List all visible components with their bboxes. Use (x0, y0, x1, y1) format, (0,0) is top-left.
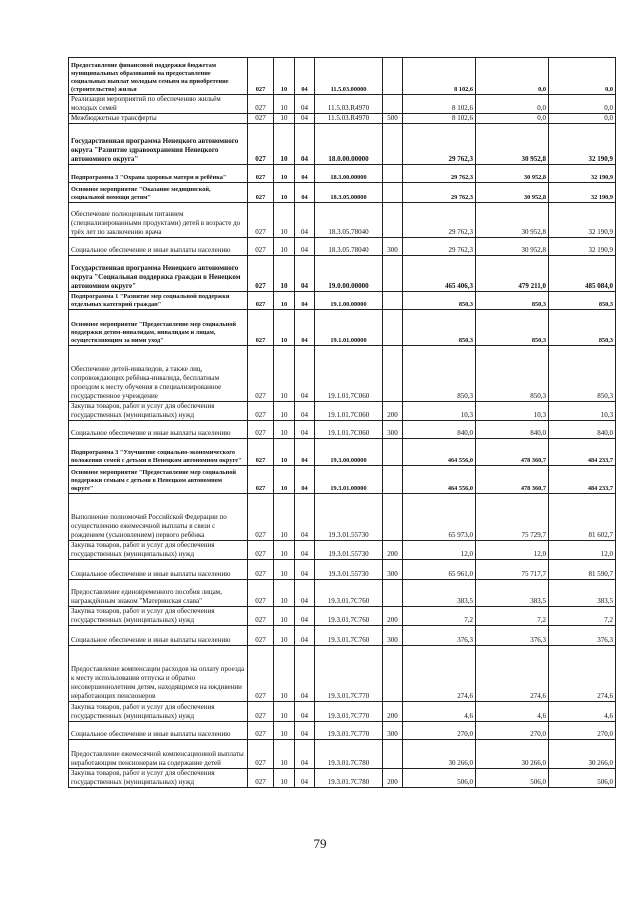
amount-year2-cell: 75 717,7 (476, 560, 549, 580)
subsection-code-cell: 04 (295, 95, 315, 114)
table-row (69, 183, 616, 203)
section-code-cell: 10 (274, 769, 295, 788)
subsection-code-cell: 04 (295, 702, 315, 722)
row-name-cell: Закупка товаров, работ и услуг для обеспечения государственных (муниципальных) нужд (69, 607, 248, 626)
expense-type-cell: 200 (383, 607, 403, 626)
amount-year3-cell: 850,3 (549, 292, 616, 310)
subsection-code-cell: 04 (295, 421, 315, 439)
amount-year2-cell: 30 952,8 (476, 238, 549, 256)
target-article-cell: 11.5.03.R4970 (315, 95, 383, 114)
amount-year2-cell: 850,3 (476, 292, 549, 310)
table-row (69, 580, 616, 607)
section-code-cell: 10 (274, 114, 295, 124)
expense-type-cell: 500 (383, 114, 403, 124)
amount-year2-cell: 479 211,0 (476, 256, 549, 292)
subsection-code-cell: 04 (295, 722, 315, 740)
expense-type-cell (383, 256, 403, 292)
amount-year1-cell: 4,6 (403, 702, 476, 722)
table-row (69, 722, 616, 740)
amount-year3-cell: 32 190,9 (549, 238, 616, 256)
row-name-cell: Социальное обеспечение и иные выплаты населению (69, 238, 248, 256)
amount-year2-cell: 478 360,7 (476, 466, 549, 494)
target-article-cell: 19.3.01.7C770 (315, 646, 383, 702)
amount-year2-cell: 4,6 (476, 702, 549, 722)
table-row (69, 165, 616, 183)
expense-type-cell (383, 580, 403, 607)
table-row (69, 740, 616, 769)
admin-code-cell: 027 (248, 183, 274, 203)
amount-year3-cell: 850,3 (549, 310, 616, 346)
row-name-cell: Социальное обеспечение и иные выплаты населению (69, 626, 248, 646)
amount-year3-cell: 0,0 (549, 95, 616, 114)
row-name-cell: Закупка товаров, работ и услуг для обеспечения государственных (муниципальных) нужд (69, 702, 248, 722)
amount-year1-cell: 850,3 (403, 346, 476, 402)
amount-year3-cell: 840,0 (549, 421, 616, 439)
admin-code-cell: 027 (248, 769, 274, 788)
target-article-cell: 18.3.00.00000 (315, 165, 383, 183)
expense-type-cell (383, 183, 403, 203)
amount-year2-cell: 478 360,7 (476, 439, 549, 466)
admin-code-cell: 027 (248, 722, 274, 740)
amount-year1-cell: 65 961,0 (403, 560, 476, 580)
subsection-code-cell: 04 (295, 769, 315, 788)
subsection-code-cell: 04 (295, 58, 315, 95)
amount-year2-cell: 12,0 (476, 541, 549, 560)
row-name-cell: Социальное обеспечение и иные выплаты населению (69, 560, 248, 580)
subsection-code-cell: 04 (295, 402, 315, 421)
expense-type-cell: 300 (383, 238, 403, 256)
amount-year3-cell: 376,3 (549, 626, 616, 646)
amount-year3-cell: 7,2 (549, 607, 616, 626)
expense-type-cell: 200 (383, 541, 403, 560)
amount-year3-cell: 12,0 (549, 541, 616, 560)
admin-code-cell: 027 (248, 238, 274, 256)
amount-year3-cell: 4,6 (549, 702, 616, 722)
section-code-cell: 10 (274, 740, 295, 769)
target-article-cell: 19.3.01.7C780 (315, 740, 383, 769)
admin-code-cell: 027 (248, 256, 274, 292)
table-row (69, 702, 616, 722)
expense-type-cell (383, 310, 403, 346)
amount-year1-cell: 10,3 (403, 402, 476, 421)
table-row (69, 421, 616, 439)
row-name-cell: Подпрограмма 3 "Охрана здоровья матери и ребёнка" (69, 165, 248, 183)
admin-code-cell: 027 (248, 402, 274, 421)
row-name-cell: Подпрограмма 3 "Улучшение социально-экономического положения семей с детьми в Ненецком автономном округе" (69, 439, 248, 466)
admin-code-cell: 027 (248, 439, 274, 466)
section-code-cell: 10 (274, 560, 295, 580)
amount-year2-cell: 7,2 (476, 607, 549, 626)
section-code-cell: 10 (274, 165, 295, 183)
target-article-cell: 18.3.05.78040 (315, 203, 383, 238)
amount-year1-cell: 465 406,3 (403, 256, 476, 292)
expense-type-cell: 300 (383, 626, 403, 646)
admin-code-cell: 027 (248, 421, 274, 439)
admin-code-cell: 027 (248, 346, 274, 402)
section-code-cell: 10 (274, 439, 295, 466)
admin-code-cell: 027 (248, 494, 274, 541)
admin-code-cell: 027 (248, 203, 274, 238)
target-article-cell: 19.3.01.7C780 (315, 769, 383, 788)
amount-year2-cell: 30 952,8 (476, 183, 549, 203)
section-code-cell: 10 (274, 646, 295, 702)
amount-year3-cell: 484 233,7 (549, 439, 616, 466)
subsection-code-cell: 04 (295, 346, 315, 402)
table-row (69, 402, 616, 421)
table-row (69, 58, 616, 95)
amount-year1-cell: 8 102,6 (403, 95, 476, 114)
row-name-cell: Закупка товаров, работ и услуг для обеспечения государственных (муниципальных) нужд (69, 769, 248, 788)
row-name-cell: Обеспечение полноценным питанием (специализированными продуктами) детей в возрасте до трёх лет по заключению врача (69, 203, 248, 238)
amount-year2-cell: 30 952,8 (476, 203, 549, 238)
admin-code-cell: 027 (248, 646, 274, 702)
amount-year2-cell: 850,3 (476, 310, 549, 346)
amount-year3-cell: 32 190,9 (549, 165, 616, 183)
amount-year2-cell: 0,0 (476, 58, 549, 95)
target-article-cell: 19.3.01.7C760 (315, 607, 383, 626)
row-name-cell: Предоставление ежемесячной компенсационной выплаты неработающим пенсионерам на содержание детей (69, 740, 248, 769)
admin-code-cell: 027 (248, 124, 274, 165)
row-name-cell: Выполнение полномочий Российской Федерации по осуществлению ежемесячной выплаты в связи с рождением (усыновлением) первого ребёнка (69, 494, 248, 541)
subsection-code-cell: 04 (295, 646, 315, 702)
row-name-cell: Предоставление единовременного пособия лицам, награждённым знаком "Материнская слава" (69, 580, 248, 607)
expense-type-cell (383, 646, 403, 702)
subsection-code-cell: 04 (295, 183, 315, 203)
admin-code-cell: 027 (248, 580, 274, 607)
admin-code-cell: 027 (248, 560, 274, 580)
budget-table-sheet (68, 57, 616, 788)
table-row (69, 203, 616, 238)
row-name-cell: Основное мероприятие "Оказание медицинской, социальной помощи детям" (69, 183, 248, 203)
subsection-code-cell: 04 (295, 124, 315, 165)
row-name-cell: Основное мероприятие "Предоставление мер социальной поддержки семьям с детьми в Ненецком автономном округе" (69, 466, 248, 494)
amount-year3-cell: 32 190,9 (549, 203, 616, 238)
target-article-cell: 19.3.01.7C760 (315, 580, 383, 607)
amount-year2-cell: 10,3 (476, 402, 549, 421)
table-row (69, 256, 616, 292)
subsection-code-cell: 04 (295, 607, 315, 626)
section-code-cell: 10 (274, 238, 295, 256)
expense-type-cell (383, 124, 403, 165)
section-code-cell: 10 (274, 124, 295, 165)
admin-code-cell: 027 (248, 292, 274, 310)
admin-code-cell: 027 (248, 165, 274, 183)
admin-code-cell: 027 (248, 310, 274, 346)
subsection-code-cell: 04 (295, 740, 315, 769)
amount-year2-cell: 0,0 (476, 114, 549, 124)
amount-year1-cell: 65 973,0 (403, 494, 476, 541)
section-code-cell: 10 (274, 466, 295, 494)
expense-type-cell: 200 (383, 702, 403, 722)
amount-year2-cell: 506,0 (476, 769, 549, 788)
admin-code-cell: 027 (248, 626, 274, 646)
amount-year2-cell: 30 952,8 (476, 124, 549, 165)
target-article-cell: 18.3.05.00000 (315, 183, 383, 203)
admin-code-cell: 027 (248, 114, 274, 124)
amount-year1-cell: 7,2 (403, 607, 476, 626)
row-name-cell: Обеспечение детей-инвалидов, а также лиц, сопровождающих ребёнка-инвалида, бесплатным проездом к месту обучения в специализированное государственное учреждение (69, 346, 248, 402)
section-code-cell: 10 (274, 494, 295, 541)
subsection-code-cell: 04 (295, 165, 315, 183)
amount-year1-cell: 274,6 (403, 646, 476, 702)
subsection-code-cell: 04 (295, 580, 315, 607)
amount-year1-cell: 376,3 (403, 626, 476, 646)
section-code-cell: 10 (274, 722, 295, 740)
subsection-code-cell: 04 (295, 541, 315, 560)
table-row (69, 560, 616, 580)
table-row (69, 646, 616, 702)
amount-year2-cell: 383,5 (476, 580, 549, 607)
section-code-cell: 10 (274, 183, 295, 203)
expense-type-cell (383, 95, 403, 114)
target-article-cell: 18.0.00.00000 (315, 124, 383, 165)
amount-year3-cell: 30 266,0 (549, 740, 616, 769)
expense-type-cell (383, 203, 403, 238)
target-article-cell: 19.1.01.7C060 (315, 421, 383, 439)
table-row (69, 466, 616, 494)
amount-year1-cell: 29 762,3 (403, 183, 476, 203)
row-name-cell: Государственная программа Ненецкого автономного округа "Развитие здравоохранения Ненецкого автономного округа" (69, 124, 248, 165)
row-name-cell: Основное мероприятие "Предоставление мер социальной поддержки детям-инвалидам, инвалидам и лицам, осуществляющим за ними уход" (69, 310, 248, 346)
amount-year1-cell: 464 556,0 (403, 466, 476, 494)
amount-year2-cell: 274,6 (476, 646, 549, 702)
amount-year3-cell: 485 084,0 (549, 256, 616, 292)
amount-year2-cell: 30 952,8 (476, 165, 549, 183)
amount-year1-cell: 12,0 (403, 541, 476, 560)
section-code-cell: 10 (274, 256, 295, 292)
amount-year2-cell: 850,3 (476, 346, 549, 402)
amount-year2-cell: 840,0 (476, 421, 549, 439)
subsection-code-cell: 04 (295, 203, 315, 238)
subsection-code-cell: 04 (295, 494, 315, 541)
table-row (69, 494, 616, 541)
amount-year3-cell: 484 233,7 (549, 466, 616, 494)
target-article-cell: 19.3.01.55730 (315, 560, 383, 580)
amount-year2-cell: 75 729,7 (476, 494, 549, 541)
table-row (69, 114, 616, 124)
amount-year3-cell: 32 190,9 (549, 124, 616, 165)
amount-year1-cell: 270,0 (403, 722, 476, 740)
amount-year3-cell: 506,0 (549, 769, 616, 788)
amount-year3-cell: 0,0 (549, 58, 616, 95)
amount-year1-cell: 8 102,6 (403, 58, 476, 95)
amount-year2-cell: 30 266,0 (476, 740, 549, 769)
table-row (69, 238, 616, 256)
amount-year3-cell: 270,0 (549, 722, 616, 740)
amount-year2-cell: 376,3 (476, 626, 549, 646)
amount-year1-cell: 8 102,6 (403, 114, 476, 124)
target-article-cell: 19.1.01.00000 (315, 310, 383, 346)
row-name-cell: Социальное обеспечение и иные выплаты населению (69, 722, 248, 740)
section-code-cell: 10 (274, 607, 295, 626)
admin-code-cell: 027 (248, 607, 274, 626)
target-article-cell: 19.3.01.7C760 (315, 626, 383, 646)
target-article-cell: 19.3.01.00000 (315, 466, 383, 494)
amount-year1-cell: 29 762,3 (403, 165, 476, 183)
amount-year3-cell: 81 602,7 (549, 494, 616, 541)
admin-code-cell: 027 (248, 95, 274, 114)
target-article-cell: 19.1.01.7C060 (315, 402, 383, 421)
target-article-cell: 19.3.01.7C770 (315, 722, 383, 740)
expense-type-cell (383, 292, 403, 310)
subsection-code-cell: 04 (295, 626, 315, 646)
section-code-cell: 10 (274, 580, 295, 607)
amount-year3-cell: 32 190,9 (549, 183, 616, 203)
amount-year2-cell: 270,0 (476, 722, 549, 740)
target-article-cell: 11.5.03.00000 (315, 58, 383, 95)
section-code-cell: 10 (274, 310, 295, 346)
section-code-cell: 10 (274, 95, 295, 114)
expense-type-cell: 200 (383, 402, 403, 421)
amount-year1-cell: 850,3 (403, 310, 476, 346)
amount-year1-cell: 383,5 (403, 580, 476, 607)
expense-type-cell (383, 466, 403, 494)
section-code-cell: 10 (274, 292, 295, 310)
table-row (69, 124, 616, 165)
row-name-cell: Государственная программа Ненецкого автономного округа "Социальная поддержка граждан в Ненецком автономном округе" (69, 256, 248, 292)
table-row (69, 439, 616, 466)
section-code-cell: 10 (274, 203, 295, 238)
target-article-cell: 19.3.01.55730 (315, 494, 383, 541)
subsection-code-cell: 04 (295, 292, 315, 310)
section-code-cell: 10 (274, 702, 295, 722)
target-article-cell: 19.3.01.55730 (315, 541, 383, 560)
admin-code-cell: 027 (248, 702, 274, 722)
amount-year1-cell: 850,3 (403, 292, 476, 310)
expense-type-cell (383, 439, 403, 466)
section-code-cell: 10 (274, 421, 295, 439)
row-name-cell: Закупка товаров, работ и услуг для обеспечения государственных (муниципальных) нужд (69, 402, 248, 421)
amount-year1-cell: 29 762,3 (403, 203, 476, 238)
table-row (69, 626, 616, 646)
row-name-cell: Подпрограмма 1 "Развитие мер социальной поддержки отдельных категорий граждан" (69, 292, 248, 310)
subsection-code-cell: 04 (295, 310, 315, 346)
admin-code-cell: 027 (248, 466, 274, 494)
expense-type-cell (383, 494, 403, 541)
subsection-code-cell: 04 (295, 238, 315, 256)
table-row (69, 346, 616, 402)
row-name-cell: Межбюджетные трансферты (69, 114, 248, 124)
amount-year3-cell: 10,3 (549, 402, 616, 421)
target-article-cell: 19.1.01.7C060 (315, 346, 383, 402)
expense-type-cell (383, 58, 403, 95)
subsection-code-cell: 04 (295, 256, 315, 292)
expense-type-cell: 300 (383, 421, 403, 439)
row-name-cell: Предоставление компенсации расходов на оплату проезда к месту использования отпуска и обратно несовершеннолетним детям, находящимся на иждивении неработающих пенсионеров (69, 646, 248, 702)
amount-year1-cell: 30 266,0 (403, 740, 476, 769)
target-article-cell: 19.1.00.00000 (315, 292, 383, 310)
subsection-code-cell: 04 (295, 114, 315, 124)
amount-year1-cell: 840,0 (403, 421, 476, 439)
budget-table (68, 57, 616, 788)
expense-type-cell: 300 (383, 560, 403, 580)
target-article-cell: 18.3.05.78040 (315, 238, 383, 256)
page-number: 79 (313, 836, 327, 851)
target-article-cell: 19.0.00.00000 (315, 256, 383, 292)
amount-year1-cell: 464 556,0 (403, 439, 476, 466)
row-name-cell: Социальное обеспечение и иные выплаты населению (69, 421, 248, 439)
admin-code-cell: 027 (248, 541, 274, 560)
section-code-cell: 10 (274, 626, 295, 646)
section-code-cell: 10 (274, 58, 295, 95)
section-code-cell: 10 (274, 402, 295, 421)
expense-type-cell (383, 346, 403, 402)
table-row (69, 310, 616, 346)
amount-year1-cell: 506,0 (403, 769, 476, 788)
table-row (69, 607, 616, 626)
expense-type-cell: 200 (383, 769, 403, 788)
expense-type-cell (383, 165, 403, 183)
table-row (69, 292, 616, 310)
admin-code-cell: 027 (248, 58, 274, 95)
admin-code-cell: 027 (248, 740, 274, 769)
amount-year3-cell: 850,3 (549, 346, 616, 402)
amount-year3-cell: 0,0 (549, 114, 616, 124)
row-name-cell: Закупка товаров, работ и услуг для обеспечения государственных (муниципальных) нужд (69, 541, 248, 560)
expense-type-cell: 300 (383, 722, 403, 740)
amount-year3-cell: 274,6 (549, 646, 616, 702)
expense-type-cell (383, 740, 403, 769)
amount-year1-cell: 29 762,3 (403, 124, 476, 165)
subsection-code-cell: 04 (295, 466, 315, 494)
target-article-cell: 19.3.00.00000 (315, 439, 383, 466)
subsection-code-cell: 04 (295, 560, 315, 580)
amount-year3-cell: 383,5 (549, 580, 616, 607)
amount-year2-cell: 0,0 (476, 95, 549, 114)
subsection-code-cell: 04 (295, 439, 315, 466)
amount-year1-cell: 29 762,3 (403, 238, 476, 256)
table-row (69, 769, 616, 788)
target-article-cell: 11.5.03.R4970 (315, 114, 383, 124)
table-row (69, 541, 616, 560)
table-row (69, 95, 616, 114)
target-article-cell: 19.3.01.7C770 (315, 702, 383, 722)
section-code-cell: 10 (274, 541, 295, 560)
row-name-cell: Предоставление финансовой поддержки бюджетам муниципальных образований на предоставление социальных выплат молодым семьям на приобретение (строительство) жилья (69, 58, 248, 95)
section-code-cell: 10 (274, 346, 295, 402)
amount-year3-cell: 81 590,7 (549, 560, 616, 580)
row-name-cell: Реализация мероприятий по обеспечению жильём молодых семей (69, 95, 248, 114)
